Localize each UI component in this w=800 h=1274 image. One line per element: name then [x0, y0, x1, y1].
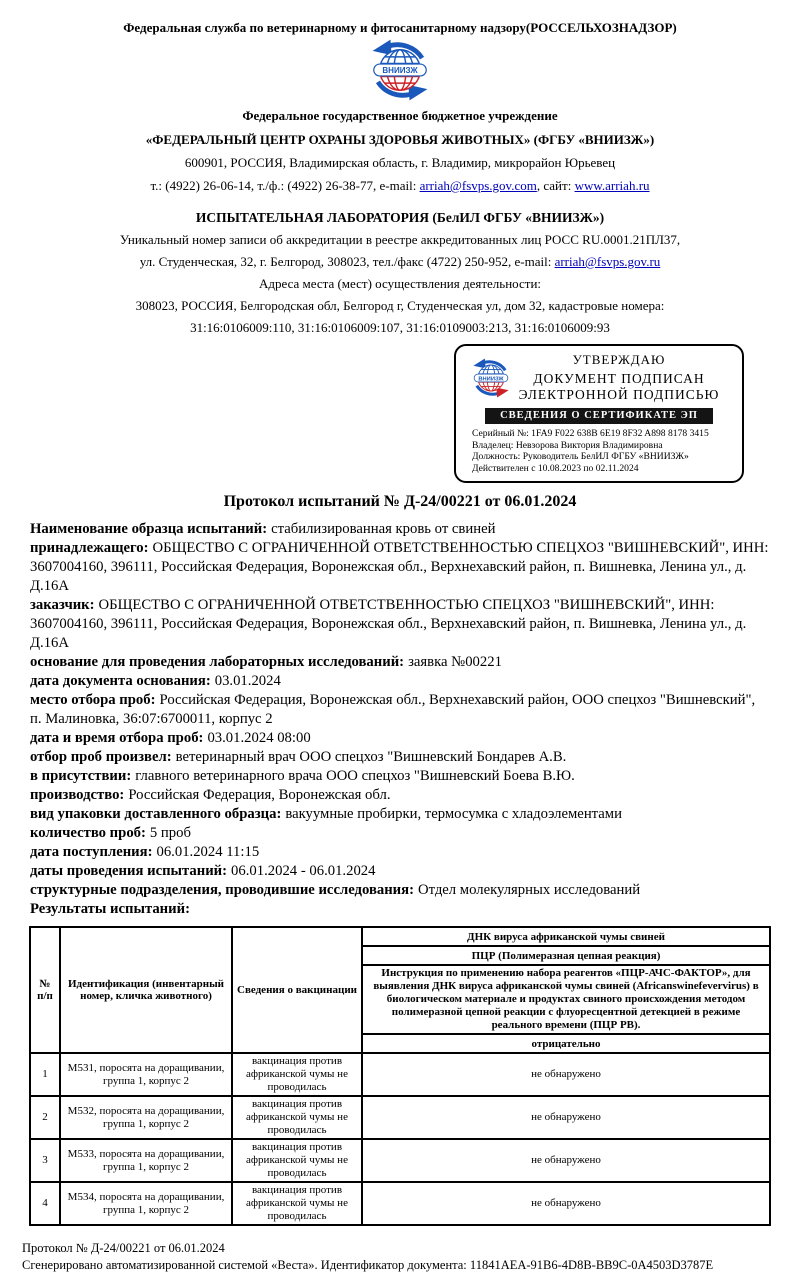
org-contacts: [0, 178, 800, 194]
field-test-dates: даты проведения испытаний: 06.01.2024 - 06.01.2024: [30, 863, 376, 879]
stamp-position: Должность: Руководитель БелИЛ ФГБУ «ВНИИЗЖ»: [472, 451, 689, 462]
field-owner: принадлежащего: ОБЩЕСТВО С ОГРАНИЧЕННОЙ ОТВЕТСТВЕННОСТЬЮ СПЕЦХОЗ "ВИШНЕВСКИЙ", ИНН: 3607004160, 396111, Российская Федерация, Воронежская обл., Верхнехавский район, п. Вишневка, Ленина ул., д. Д.16А: [30, 540, 769, 594]
page-footer: [22, 1240, 800, 1274]
org-logo: [350, 39, 450, 106]
org-type: Федеральное государственное бюджетное учреждение: [242, 108, 558, 123]
org-name: «ФЕДЕРАЛЬНЫЙ ЦЕНТР ОХРАНЫ ЗДОРОВЬЯ ЖИВОТНЫХ» (ФГБУ «ВНИИЗЖ»): [145, 132, 655, 147]
stamp-signed-line2: ЭЛЕКТРОННОЙ ПОДПИСЬЮ: [518, 387, 720, 402]
table-row: [30, 1096, 770, 1139]
stamp-validity: Действителен с 10.08.2023 по 02.11.2024: [472, 462, 639, 474]
vniizh-stamp-logo-icon: [468, 358, 514, 398]
result-norm-header: отрицательно: [362, 1034, 770, 1053]
stamp-logo-text: ВНИИЗЖ: [478, 376, 504, 383]
field-departments: структурные подразделения, проводившие исследования: Отдел молекулярных исследований: [30, 882, 641, 898]
protocol-title: Протокол испытаний № Д-24/00221 от 06.01.2024: [223, 493, 577, 510]
row-num: 2: [30, 1096, 60, 1139]
row-vaccination: вакцинация против африканской чумы не проводилась: [232, 1053, 362, 1096]
col-header-vaccination: Сведения о вакцинации: [232, 927, 362, 1053]
table-row: [30, 1182, 770, 1225]
row-vaccination: вакцинация против африканской чумы не проводилась: [232, 1182, 362, 1225]
row-identification: М531, поросята на доращивании, группа 1, корпус 2: [60, 1053, 232, 1096]
row-result: не обнаружено: [362, 1182, 770, 1225]
stamp-logo: [468, 358, 514, 403]
lab-address-text: ул. Студенческая, 32, г. Белгород, 308023, тел./факс (4722) 250-952, e-mail:: [139, 254, 555, 269]
table-row: [30, 1053, 770, 1096]
field-packaging: вид упаковки доставленного образца: вакуумные пробирки, термосумка с хладоэлементами: [30, 806, 622, 822]
row-num: 3: [30, 1139, 60, 1182]
row-vaccination: вакцинация против африканской чумы не проводилась: [232, 1139, 362, 1182]
row-result: не обнаружено: [362, 1096, 770, 1139]
field-sampling-place: место отбора проб: Российская Федерация, Воронежская обл., Верхнехавский район, ООО спецхоз "Вишневский", п. Малиновка, 36:07:6700011, корпус 2: [30, 692, 756, 727]
row-num: 1: [30, 1053, 60, 1096]
stamp-signed-line1: ДОКУМЕНТ ПОДПИСАН: [533, 371, 705, 386]
row-result: не обнаружено: [362, 1053, 770, 1096]
protocol-fields: [30, 520, 770, 919]
results-header-row-1: [30, 927, 770, 946]
signature-stamp: [454, 344, 744, 483]
vniizh-logo-icon: [352, 39, 448, 101]
footer-generated: Сгенерировано автоматизированной системой «Веста». Идентификатор документа: 11841AEA-91B6-4D8B-BB9C-0A4503D3787E: [22, 1258, 714, 1272]
col-header-identification: Идентификация (инвентарный номер, кличка животного): [60, 927, 232, 1053]
agency-name: Федеральная служба по ветеринарному и фитосанитарному надзору(РОССЕЛЬХОЗНАДЗОР): [123, 20, 677, 35]
lab-cadastre: 31:16:0106009:110, 31:16:0106009:107, 31:16:0109003:213, 31:16:0106009:93: [190, 320, 610, 335]
result-group-header: ДНК вируса африканской чумы свиней: [362, 927, 770, 946]
lab-activity-address: 308023, РОССИЯ, Белгородская обл, Белгород г, Студенческая ул, дом 32, кадастровые номера:: [135, 298, 665, 313]
org-email-link[interactable]: arriah@fsvps.gov.com: [419, 178, 537, 193]
field-sampled-by: отбор проб произвел: ветеринарный врач ООО спецхоз "Вишневский Бондарев А.В.: [30, 749, 567, 765]
org-site-link[interactable]: www.arriah.ru: [574, 178, 650, 193]
stamp-approve: УТВЕРЖДАЮ: [572, 352, 666, 367]
stamp-owner: Владелец: Невзорова Виктория Владимировна: [472, 439, 663, 451]
lab-activity-title: Адреса места (мест) осуществления деятельности:: [258, 276, 542, 291]
logo-text: ВНИИЗЖ: [382, 65, 418, 75]
row-identification: М534, поросята на доращивании, группа 1, корпус 2: [60, 1182, 232, 1225]
contacts-prefix: т.: (4922) 26-06-14, т./ф.: (4922) 26-38-77, e-mail:: [150, 178, 420, 193]
lab-name: ИСПЫТАТЕЛЬНАЯ ЛАБОРАТОРИЯ (БелИЛ ФГБУ «ВНИИЗЖ»): [195, 210, 605, 225]
field-basis: основание для проведения лабораторных исследований: заявка №00221: [30, 654, 502, 670]
stamp-cert-bar: СВЕДЕНИЯ О СЕРТИФИКАТЕ ЭП: [485, 408, 713, 424]
field-production: производство: Российская Федерация, Воронежская обл.: [30, 787, 391, 803]
lab-address: [0, 254, 800, 270]
lab-accreditation: Уникальный номер записи об аккредитации в реестре аккредитованных лиц РОСС RU.0001.21ПЛ37,: [119, 232, 681, 247]
field-results-heading: Результаты испытаний:: [30, 901, 190, 917]
stamp-serial: Серийный №: 1FA9 F022 638B 6E19 8F32 A898 8178 3415: [472, 428, 709, 439]
field-sampling-datetime: дата и время отбора проб: 03.01.2024 08:00: [30, 730, 311, 746]
field-customer: заказчик: ОБЩЕСТВО С ОГРАНИЧЕННОЙ ОТВЕТСТВЕННОСТЬЮ СПЕЦХОЗ "ВИШНЕВСКИЙ", ИНН: 3607004160, 396111, Российская Федерация, Воронежская обл., Верхнехавский район, п. Вишневка, Ленина ул., д. Д.16А: [30, 597, 747, 651]
results-table: [29, 926, 771, 1226]
result-instruction-header: Инструкция по применению набора реагентов «ПЦР-АЧС-ФАКТОР», для выявления ДНК вируса африканской чумы свиней (Africanswinefevervirus) в биологическом материале и продуктах свиного происхождения методом полимеразной цепной реакции с флуоресцентной детекцией в режиме реального времени (ПЦР РВ).: [362, 965, 770, 1034]
field-sample-count: количество проб: 5 проб: [30, 825, 191, 841]
lab-email-link[interactable]: arriah@fsvps.gov.ru: [554, 254, 661, 269]
row-num: 4: [30, 1182, 60, 1225]
row-identification: М533, поросята на доращивании, группа 1, корпус 2: [60, 1139, 232, 1182]
row-vaccination: вакцинация против африканской чумы не проводилась: [232, 1096, 362, 1139]
result-method-header: ПЦР (Полимеразная цепная реакция): [362, 946, 770, 965]
row-identification: М532, поросята на доращивании, группа 1, корпус 2: [60, 1096, 232, 1139]
field-received-date: дата поступления: 06.01.2024 11:15: [30, 844, 260, 860]
field-in-presence: в присутствии: главного ветеринарного врача ООО спецхоз "Вишневский Боева В.Ю.: [30, 768, 575, 784]
field-basis-date: дата документа основания: 03.01.2024: [30, 673, 281, 689]
row-result: не обнаружено: [362, 1139, 770, 1182]
footer-protocol-ref: Протокол № Д-24/00221 от 06.01.2024: [22, 1241, 225, 1255]
table-row: [30, 1139, 770, 1182]
col-header-num: № п/п: [30, 927, 60, 1053]
field-sample-name: Наименование образца испытаний: стабилизированная кровь от свиней: [30, 521, 496, 537]
org-address: 600901, РОССИЯ, Владимирская область, г. Владимир, микрорайон Юрьевец: [184, 155, 616, 170]
site-label: , сайт:: [536, 178, 575, 193]
